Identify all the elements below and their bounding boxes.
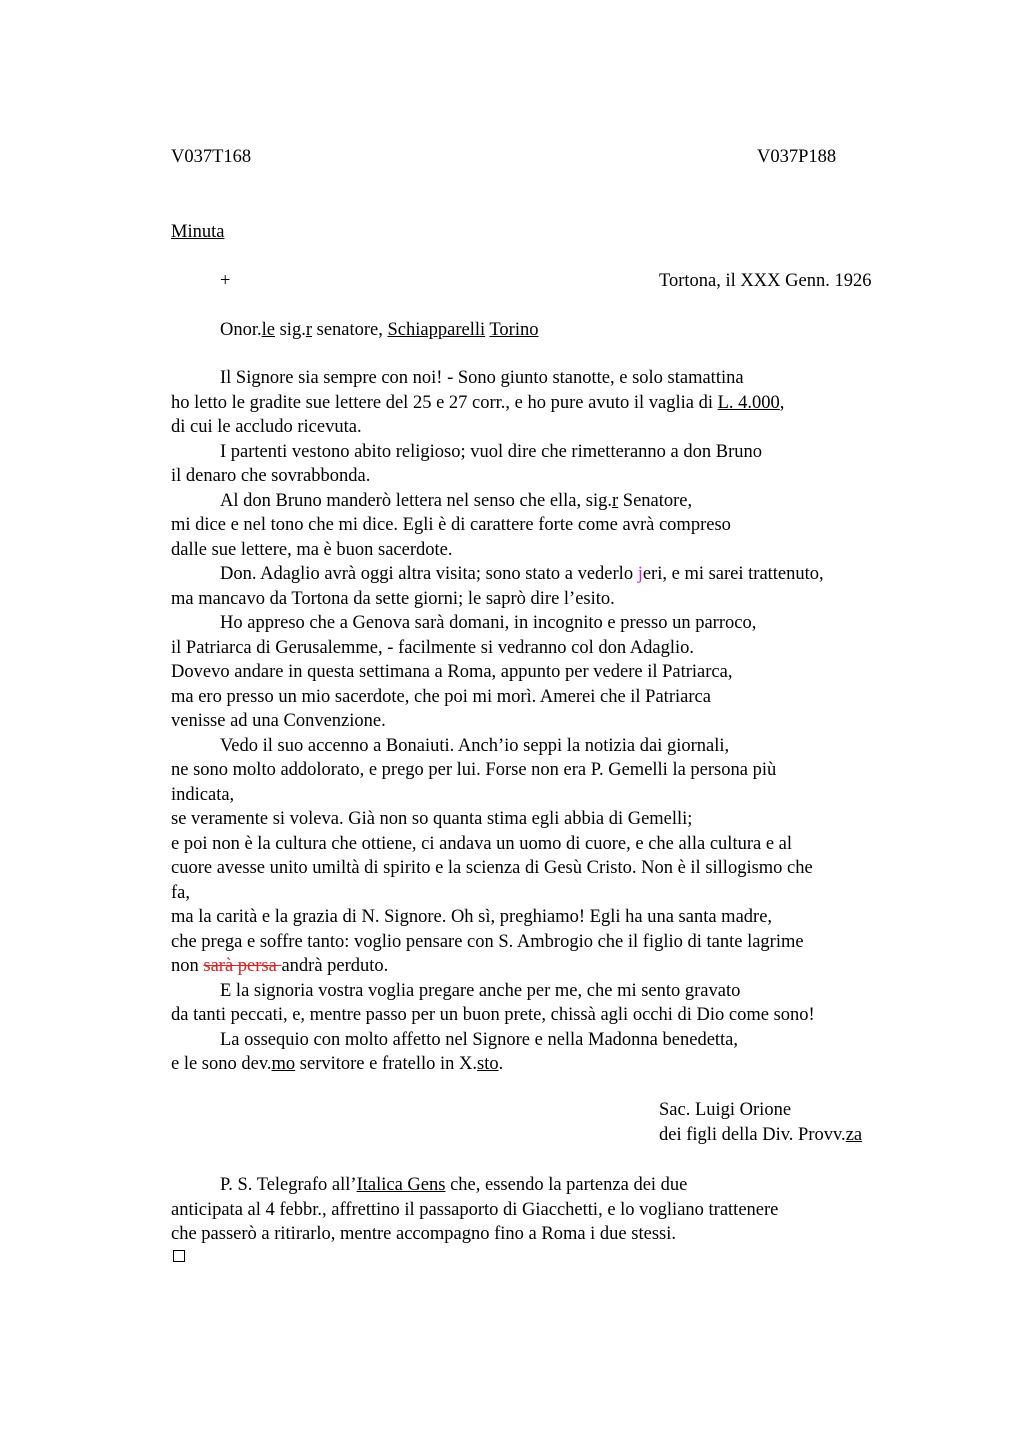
body-line: Vedo il suo accenno a Bonaiuti. Anch’io seppi la notizia dai giornali, xyxy=(220,735,730,756)
body-line: Il Signore sia sempre con noi! - Sono giunto stanotte, e solo stamattina xyxy=(220,368,744,388)
ps-text-span: P. S. Telegrafo all’ xyxy=(220,1175,357,1195)
addressee-le: le xyxy=(261,320,275,340)
code-left: V037T168 xyxy=(171,147,252,167)
addressee-prefix: Onor. xyxy=(220,320,262,340)
body-line: da tanti peccati, e, mentre passo per un buon prete, chissà agli occhi di Dio come sono! xyxy=(171,1005,815,1025)
body-text-span: Don. Adaglio avrà oggi altra visita; sono stato a vederlo xyxy=(220,564,638,584)
body-text-span: servitore e fratello in X. xyxy=(295,1054,478,1074)
ps-line: anticipata al 4 febbr., affrettino il passaporto di Giacchetti, e lo vogliano trattenere xyxy=(171,1199,779,1220)
amount-underlined: L. 4.000 xyxy=(717,392,780,413)
body-line: cuore avesse unito umiltà di spirito e la scienza di Gesù Cristo. Non è il sillogismo che xyxy=(171,858,813,878)
body-text-span: Al don Bruno manderò lettera nel senso che ella, sig. xyxy=(220,490,612,511)
addressee-line xyxy=(220,318,538,342)
body-line: Ho appreso che a Genova sarà domani, in incognito e presso un parroco, xyxy=(220,613,757,633)
body-text-span: eri, e mi sarei trattenuto, xyxy=(642,564,824,584)
code-right: V037P188 xyxy=(757,147,837,167)
body-line: fa, xyxy=(171,882,190,903)
body-line: mi dice e nel tono che mi dice. Egli è di carattere forte come avrà compreso xyxy=(171,515,731,535)
abbrev-underlined: sto xyxy=(477,1054,499,1074)
struck-text: sarà persa xyxy=(203,956,282,976)
signature-name: Sac. Luigi Orione xyxy=(659,1100,792,1120)
body-line: ma mancavo da Tortona da sette giorni; le saprò dire l’esito. xyxy=(171,588,615,609)
document-type-label: Minuta xyxy=(171,222,225,242)
body-text-span: ho letto le gradite sue lettere del 25 e 27 corr., e ho pure avuto il vaglia di xyxy=(171,392,718,413)
body-line: che prega e soffre tanto: voglio pensare con S. Ambrogio che il figlio di tante lagrime xyxy=(171,931,804,952)
body-line: il Patriarca di Gerusalemme, - facilmente si vedranno col don Adaglio. xyxy=(171,637,694,658)
body-line: e poi non è la cultura che ottiene, ci andava un uomo di cuore, e che alla cultura e al xyxy=(171,833,793,854)
addressee-city: Torino xyxy=(489,320,539,340)
italica-gens: Italica Gens xyxy=(356,1175,446,1195)
body-line xyxy=(171,1052,901,1077)
body-line: ma la carità e la grazia di N. Signore. Oh sì, preghiamo! Egli ha una santa madre, xyxy=(171,907,773,927)
body-line xyxy=(171,489,901,514)
cross-mark: + xyxy=(220,271,231,291)
highlighted-letter: j xyxy=(637,564,643,584)
body-text-span: Senatore, xyxy=(618,490,693,511)
body-line: Dovevo andare in questa settimana a Roma, appunto per vedere il Patriarca, xyxy=(171,662,733,682)
letter-body xyxy=(171,366,901,1077)
abbrev-underlined: za xyxy=(845,1124,863,1145)
body-text-span: e le sono dev. xyxy=(171,1054,272,1074)
addressee-senatore: senatore, xyxy=(312,320,388,340)
body-line xyxy=(171,954,901,979)
signature-block xyxy=(659,1098,862,1147)
body-line: I partenti vestono abito religioso; vuol dire che rimetteranno a don Bruno xyxy=(220,441,763,462)
body-line: ne sono molto addolorato, e prego per lui. Forse non era P. Gemelli la persona più xyxy=(171,760,777,780)
body-line: se veramente si voleva. Già non so quanta stima egli abbia di Gemelli; xyxy=(171,809,693,829)
abbrev-underlined: mo xyxy=(271,1054,296,1074)
body-line: venisse ad una Convenzione. xyxy=(171,711,386,731)
body-line: dalle sue lettere, ma è buon sacerdote. xyxy=(171,539,453,560)
body-line: di cui le accludo ricevuta. xyxy=(171,417,362,437)
ps-line xyxy=(171,1173,778,1198)
addressee-r: r xyxy=(305,320,312,340)
body-text-span: andrà perduto. xyxy=(281,956,389,976)
body-line: indicata, xyxy=(171,784,235,805)
body-text-span: . xyxy=(498,1054,504,1074)
body-line: La ossequio con molto affetto nel Signore e nella Madonna benedetta, xyxy=(220,1029,739,1050)
addressee-sig: sig. xyxy=(274,320,306,340)
body-text-span: , xyxy=(779,392,785,413)
abbrev-underlined: r xyxy=(612,490,619,511)
addressee-name: Schiapparelli xyxy=(387,320,486,340)
body-text-span: non xyxy=(171,956,204,976)
ps-line: che passerò a ritirarlo, mentre accompagno fino a Roma i due stessi. xyxy=(171,1224,676,1244)
body-line: ma ero presso un mio sacerdote, che poi mi morì. Amerei che il Patriarca xyxy=(171,686,711,707)
body-line: E la signoria vostra voglia pregare anche per me, che mi sento gravato xyxy=(220,980,741,1001)
document-type xyxy=(171,220,224,244)
ps-text-span: che, essendo la partenza dei due xyxy=(445,1175,688,1195)
signature-title-text: dei figli della Div. Provv. xyxy=(659,1124,846,1145)
checkbox-square-icon xyxy=(173,1250,185,1262)
signature-title xyxy=(659,1123,862,1148)
body-line xyxy=(171,391,901,416)
body-line: il denaro che sovrabbonda. xyxy=(171,466,371,486)
postscript xyxy=(171,1173,778,1247)
body-line xyxy=(171,562,901,587)
place-date: Tortona, il XXX Genn. 1926 xyxy=(659,271,872,291)
